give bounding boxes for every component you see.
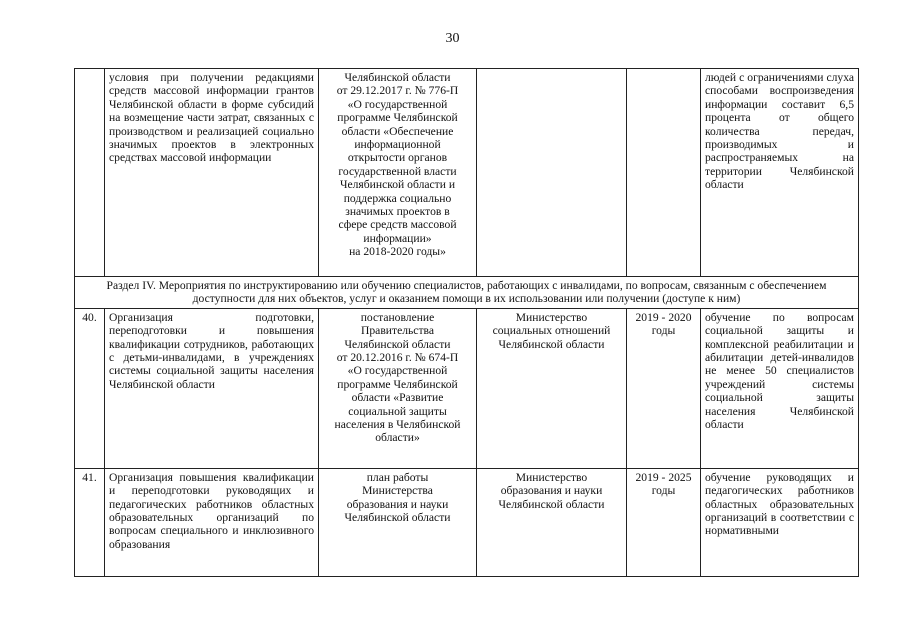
result-cell: обучение руководящих и педагогических работников областных образовательных организаций в соответствии с нормативными <box>701 468 859 576</box>
basis-text: постановление Правительства Челябинской области от 20.12.2016 г. № 674-П «О государственной программе Челябинской области «Развитие социальной защиты населения в Челябинской области» <box>334 310 461 445</box>
result-cell: людей с ограничениями слуха способами воспроизведения информации составит 6,5 процента от общего количества передач, производимых и распространяемых на территории Челябинской области <box>701 69 859 277</box>
basis-cell <box>319 69 477 277</box>
basis-cell <box>319 468 477 576</box>
activity-cell: условия при получении редакциями средств массовой информации грантов Челябинской области в форме субсидий на возмещение части затрат, связанных с производством и реализацией социально значимых проектов в электронных средствах массовой информации <box>105 69 319 277</box>
period-text: 2019 - 2020 годы <box>635 310 692 338</box>
basis-text: план работы Министерства образования и науки Челябинской области <box>344 470 451 525</box>
executor-text: Министерство социальных отношений Челябинской области <box>492 310 611 351</box>
result-cell: обучение по вопросам социальной защиты и комплексной реабилитации и абилитации детей-инвалидов не менее 50 специалистов учреждений системы социальной защиты населения Челябинской области <box>701 308 859 468</box>
measures-table <box>74 68 859 577</box>
activity-cell: Организация повышения квалификации и переподготовки руководящих и педагогических работников областных образовательных организаций по вопросам специального и инклюзивного образования <box>105 468 319 576</box>
executor-cell <box>477 69 627 277</box>
period-cell <box>627 308 701 468</box>
table-row-40 <box>75 308 859 468</box>
table-row-continuation <box>75 69 859 277</box>
basis-text: Челябинской области от 29.12.2017 г. № 776-П «О государственной программе Челябинской области «Обеспечение информационной открытости органов государственной власти Челябинской области и поддержка социально значимых проектов в сфере средств массовой информации» на 2018-2020 годы» <box>336 71 459 259</box>
row-number-cell: 41. <box>75 468 105 576</box>
page-number: 30 <box>445 31 460 46</box>
activity-cell: Организация подготовки, переподготовки и повышения квалификации сотрудников, работающих с детьми-инвалидами, в учреждениях системы социальной защиты населения Челябинской области <box>105 308 319 468</box>
executor-cell <box>477 468 627 576</box>
table-row-41 <box>75 468 859 576</box>
period-text: 2019 - 2025 годы <box>635 470 692 498</box>
period-cell <box>627 468 701 576</box>
section-header-row <box>75 277 859 309</box>
basis-cell <box>319 308 477 468</box>
period-cell <box>627 69 701 277</box>
executor-text: Министерство образования и науки Челябинской области <box>498 470 605 511</box>
section-header: Раздел IV. Мероприятия по инструктированию или обучению специалистов, работающих с инвалидами, по вопросам, связанным с обеспечением доступности для них объектов, услуг и оказанием помощи в их использовании или получении (доступе к ним) <box>75 277 859 309</box>
row-number-cell: 40. <box>75 308 105 468</box>
row-number-cell <box>75 69 105 277</box>
executor-cell <box>477 308 627 468</box>
